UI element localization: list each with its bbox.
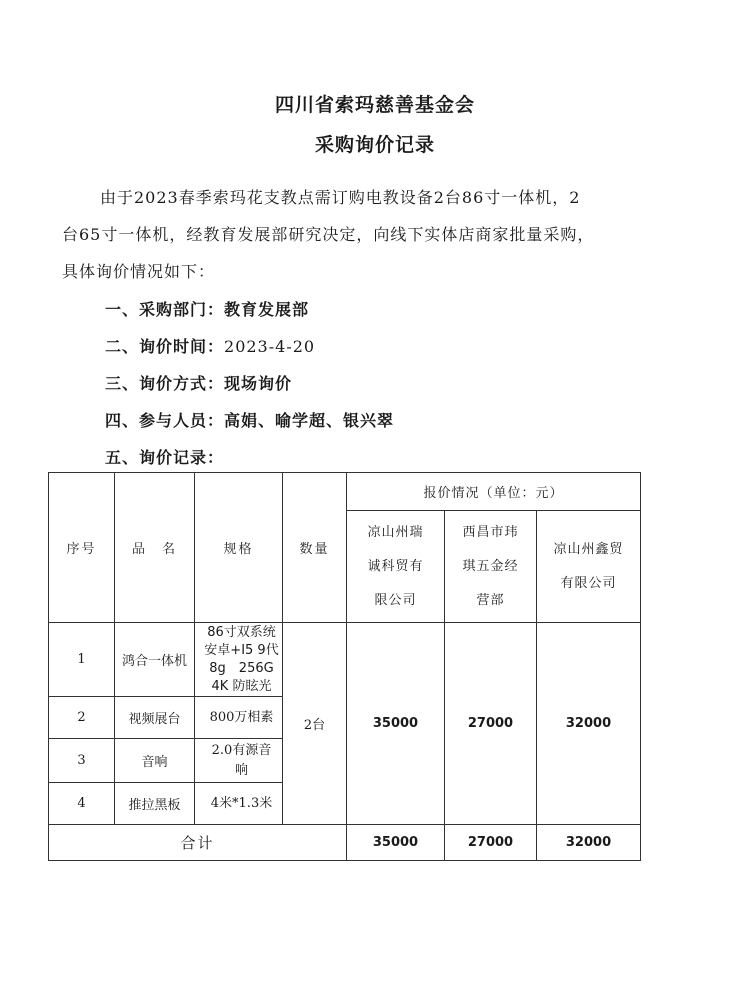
info-item-department <box>105 297 309 320</box>
row-spec <box>195 623 283 697</box>
header-name: 品 名 <box>115 473 195 623</box>
vendor-line: 营部 <box>476 592 505 608</box>
spec-line: 8g 256G <box>209 660 274 676</box>
document-title: 四川省索玛慈善基金会 <box>274 94 475 116</box>
vendor-line: 有限公司 <box>560 575 617 591</box>
row-name: 视频展台 <box>115 697 195 739</box>
total-label: 合计 <box>49 825 347 861</box>
total-vendor-1: 35000 <box>347 825 445 861</box>
price-vendor-3: 32000 <box>537 623 641 825</box>
item-label: 三、询价方式： <box>105 374 225 393</box>
item-value: 现场询价 <box>224 374 293 393</box>
row-name: 鸿合一体机 <box>115 623 195 697</box>
item-label: 二、询价时间： <box>105 337 225 356</box>
row-seq: 3 <box>49 739 115 783</box>
row-seq: 4 <box>49 783 115 825</box>
spec-line: 安卓+I5 9代 <box>204 642 279 658</box>
price-vendor-2: 27000 <box>445 623 537 825</box>
info-item-records <box>105 445 224 468</box>
intro-line-1: 由于2023春季索玛花支教点需订购电教设备2台86寸一体机，2 <box>100 188 581 207</box>
qty-cell: 2台 <box>283 623 347 825</box>
header-quote: 报价情况（单位：元） <box>347 473 641 511</box>
spec-line: 2.0有源音 <box>211 742 272 758</box>
item-label: 一、采购部门： <box>105 300 225 319</box>
vendor-line: 诚科贸有 <box>367 558 424 574</box>
row-name: 音响 <box>115 739 195 783</box>
spec-line: 86寸双系统 <box>207 624 276 640</box>
row-spec <box>195 739 283 783</box>
header-seq: 序号 <box>49 473 115 623</box>
header-spec: 规格 <box>195 473 283 623</box>
info-item-date <box>105 334 315 357</box>
item-value: 2023-4-20 <box>224 337 316 356</box>
row-seq: 1 <box>49 623 115 697</box>
vendor-header-1 <box>347 511 445 623</box>
intro-line-2: 台65寸一体机，经教育发展部研究决定，向线下实体店商家批量采购， <box>62 225 595 244</box>
row-name: 推拉黑板 <box>115 783 195 825</box>
intro-line-3: 具体询价情况如下： <box>62 262 216 281</box>
vendor-line: 限公司 <box>374 592 417 608</box>
vendor-header-2 <box>445 511 537 623</box>
vendor-line: 琪五金经 <box>462 558 519 574</box>
vendor-header-3 <box>537 511 641 623</box>
info-item-participants <box>105 408 394 431</box>
header-qty: 数量 <box>283 473 347 623</box>
item-value: 教育发展部 <box>224 300 310 319</box>
item-label: 五、询价记录： <box>105 448 225 467</box>
vendor-line: 凉山州鑫贸 <box>553 541 624 557</box>
item-label: 四、参与人员： <box>105 411 225 430</box>
row-seq: 2 <box>49 697 115 739</box>
row-spec: 4米*1.3米 <box>195 783 283 825</box>
row-spec: 800万相素 <box>195 697 283 739</box>
table-row <box>49 623 641 697</box>
total-vendor-3: 32000 <box>537 825 641 861</box>
total-vendor-2: 27000 <box>445 825 537 861</box>
spec-line: 响 <box>234 762 248 778</box>
total-row <box>49 825 641 861</box>
price-vendor-1: 35000 <box>347 623 445 825</box>
vendor-line: 凉山州瑞 <box>367 524 424 540</box>
item-value: 高娟、喻学超、银兴翠 <box>224 411 395 430</box>
quote-table <box>48 472 641 861</box>
document-subtitle: 采购询价记录 <box>314 134 435 156</box>
vendor-line: 西昌市玮 <box>462 524 519 540</box>
info-item-method <box>105 371 292 394</box>
spec-line: 4K 防眩光 <box>211 678 272 694</box>
